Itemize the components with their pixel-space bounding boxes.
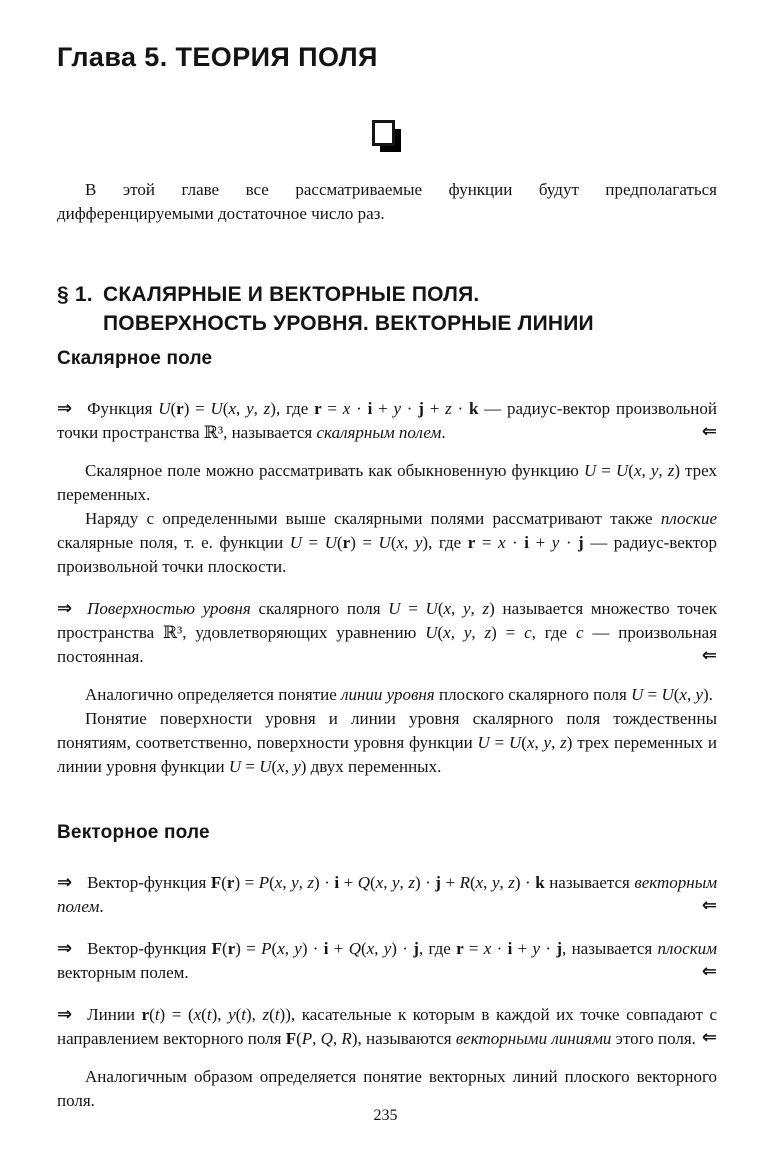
paragraph-plane-vector-lines: Аналогичным образом определяется понятие векторных линий плоского векторного поля. (57, 1067, 717, 1110)
definition-scalar-field-text: Функция U(r) = U(x, y, z), где r = x · i + y · j + z · k — радиус-вектор произвольной точки пространства ℝ³, называется скалярным полем. (57, 399, 717, 442)
double-arrow-right-icon: ⇒ (57, 398, 73, 419)
scalar-paragraph-group-1 (57, 459, 717, 579)
definition-vector-field (57, 871, 717, 919)
chapter-title: Глава 5. ТЕОРИЯ ПОЛЯ (57, 42, 378, 72)
section-title-line2: ПОВЕРХНОСТЬ УРОВНЯ. ВЕКТОРНЫЕ ЛИНИИ (103, 312, 594, 335)
intro-paragraph: В этой главе все рассматриваемые функции будут предполагаться дифференцируемыми достаточное число раз. (57, 180, 717, 223)
double-arrow-left-icon: ⇐ (701, 1027, 717, 1048)
book-page-icon-face (372, 120, 395, 146)
definition-scalar-field (57, 397, 717, 445)
book-page-icon (370, 120, 404, 156)
double-arrow-left-icon: ⇐ (701, 961, 717, 982)
double-arrow-left-icon: ⇐ (701, 895, 717, 916)
subheading-scalar-field: Скалярное поле (57, 348, 213, 369)
scalar-paragraph-group-2 (57, 683, 717, 779)
double-arrow-right-icon: ⇒ (57, 938, 73, 959)
double-arrow-right-icon: ⇒ (57, 1004, 73, 1025)
section-title (103, 280, 717, 338)
double-arrow-right-icon: ⇒ (57, 872, 73, 893)
paragraph-identity: Понятие поверхности уровня и линии уровня скалярного поля тождественны понятиям, соответственно, поверхности уровня функции U = U(x, y, z) трех переменных и линии уровня функции U = U(x, y) двух переменных. (57, 709, 718, 776)
definition-level-surface-text: Поверхностью уровня скалярного поля U = U(x, y, z) называется множество точек пространства ℝ³, удовлетворяющих уравнению U(x, y, z) = c, где c — произвольная постоянная. (57, 599, 718, 666)
definition-vector-field-text: Вектор-функция F(r) = P(x, y, z) · i + Q(x, y, z) · j + R(x, y, z) · k называется векторным полем. (57, 873, 718, 916)
double-arrow-right-icon: ⇒ (57, 598, 73, 619)
page-number: 235 (373, 1107, 398, 1124)
section-title-line1: СКАЛЯРНЫЕ И ВЕКТОРНЫЕ ПОЛЯ. (103, 283, 480, 306)
double-arrow-left-icon: ⇐ (701, 421, 717, 442)
definition-vector-lines (57, 1003, 717, 1051)
definition-plane-vector-field-text: Вектор-функция F(r) = P(x, y) · i + Q(x, y) · j, где r = x · i + y · j, называется плоским векторным полем. (57, 939, 718, 982)
section-heading (57, 280, 717, 338)
double-arrow-left-icon: ⇐ (701, 645, 717, 666)
subheading-vector-field: Векторное поле (57, 822, 210, 843)
definition-plane-vector-field (57, 937, 717, 985)
paragraph-level-line: Аналогично определяется понятие линии уровня плоского скалярного поля U = U(x, y). (85, 685, 713, 704)
paragraph-ordinary-function: Скалярное поле можно рассматривать как обыкновенную функцию U = U(x, y, z) трех переменных. (57, 461, 718, 504)
definition-vector-lines-text: Линии r(t) = (x(t), y(t), z(t)), касательные к которым в каждой их точке совпадают с направлением векторного поля F(P, Q, R), называются векторными линиями этого поля. (57, 1005, 718, 1048)
definition-level-surface (57, 597, 717, 669)
section-number: § 1. (57, 283, 93, 306)
paragraph-plane-scalar-fields: Наряду с определенными выше скалярными полями рассматривают также плоские скалярные поля, т. е. функции U = U(r) = U(x, y), где r = x · i + y · j — радиус-вектор произвольной точки плоскости. (57, 509, 718, 576)
